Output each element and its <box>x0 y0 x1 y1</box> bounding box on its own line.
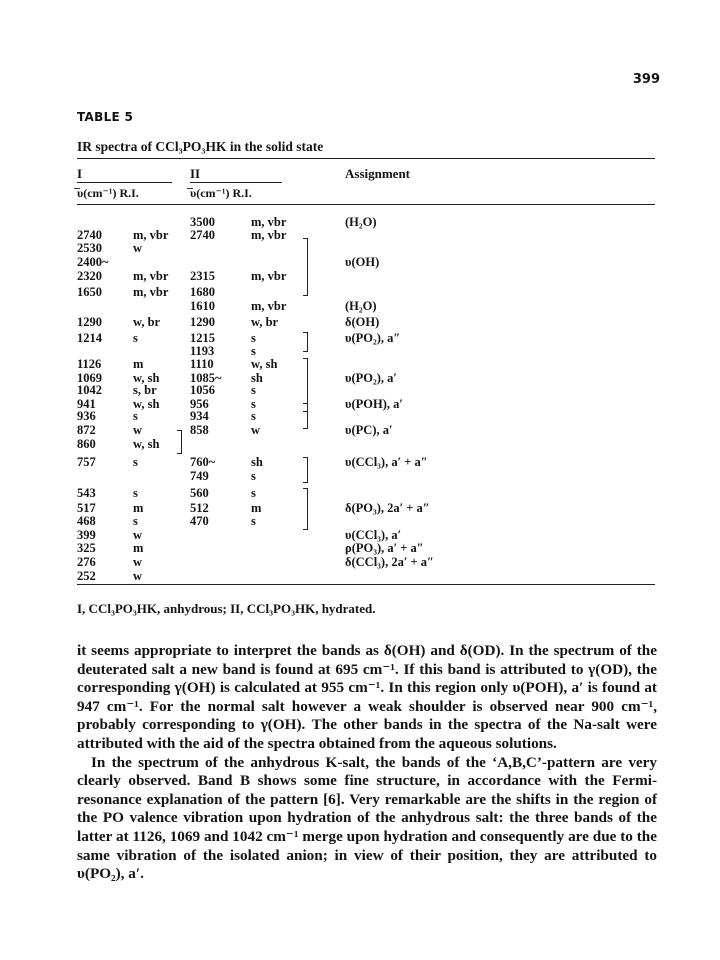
wavenumber-I-cell: 1042 <box>77 383 102 397</box>
table-header-rule <box>77 204 655 205</box>
bracket-POH <box>303 403 308 429</box>
wavenumber-II-cell: 512 <box>190 501 209 515</box>
wavenumber-II-cell: 1680 <box>190 285 215 299</box>
wavenumber-I-cell: 399 <box>77 528 96 542</box>
wavenumber-II-cell: 3500 <box>190 215 215 229</box>
wavenumber-II-cell: 934 <box>190 409 209 423</box>
intensity-I-cell: s, br <box>133 383 157 397</box>
intensity-II-cell: s <box>251 331 256 345</box>
table-bottom-rule <box>77 584 655 585</box>
wavenumber-II-cell: 1085~ <box>190 371 222 385</box>
bracket-OH <box>303 238 308 296</box>
intensity-I-cell: m, vbr <box>133 228 169 242</box>
assignment-cell: δ(PO₃), 2a′ + a″ <box>345 501 430 515</box>
intensity-II-cell: m, vbr <box>251 215 287 229</box>
intensity-I-cell: m, vbr <box>133 285 169 299</box>
wavenumber-I-cell: 276 <box>77 555 96 569</box>
header-I-rule <box>77 182 172 183</box>
intensity-I-cell: m, vbr <box>133 269 169 283</box>
table-caption: IR spectra of CCl₃PO₃HK in the solid state <box>77 139 324 154</box>
intensity-II-cell: s <box>251 344 256 358</box>
intensity-I-cell: s <box>133 486 138 500</box>
wavenumber-I-cell: 2530 <box>77 241 102 255</box>
paragraph-2: In the spectrum of the anhydrous K-salt, the bands of the ‘A,B,C’-pattern are very clearly observed. Band B shows some fine structure, in accordance with the Fermi-resonance explanation of the pattern [6]. Very remarkable are the shifts in the region of the PO valence vibration upon hydration of the anhydrous salt: the three bands of the latter at 1126, 1069 and 1042 cm⁻¹ merge upon hydration and consequently are due to the same vibration of the isolated anion; in view of their position, they are attributed to υ(PO₂), a′. <box>77 753 657 883</box>
header-II-rule <box>190 182 282 183</box>
assignment-cell: υ(CCl₃), a′ <box>345 528 402 542</box>
intensity-II-cell: w, sh <box>251 357 278 371</box>
wavenumber-II-cell: 749 <box>190 469 209 483</box>
wavenumber-II-cell: 1610 <box>190 299 215 313</box>
assignment-cell: υ(OH) <box>345 255 380 269</box>
assignment-cell: υ(PC), a′ <box>345 423 393 437</box>
assignment-cell: υ(CCl₃), a′ + a″ <box>345 455 428 469</box>
body-text <box>77 642 657 884</box>
bracket-PC <box>177 430 182 454</box>
intensity-II-cell: s <box>251 514 256 528</box>
intensity-I-cell: m <box>133 501 144 515</box>
assignment-cell: (H₂O) <box>345 215 377 229</box>
wavenumber-I-cell: 1214 <box>77 331 102 345</box>
intensity-II-cell: m <box>251 501 262 515</box>
intensity-I-cell: w, sh <box>133 371 160 385</box>
intensity-I-cell: m <box>133 357 144 371</box>
assignment-cell: υ(PO₂), a″ <box>345 331 401 345</box>
wavenumber-II-cell: 1215 <box>190 331 215 345</box>
assignment-cell: υ(POH), a′ <box>345 397 403 411</box>
wavenumber-II-cell: 2740 <box>190 228 215 242</box>
wavenumber-II-cell: 1290 <box>190 315 215 329</box>
intensity-I-cell: s <box>133 331 138 345</box>
wavenumber-II-cell: 858 <box>190 423 209 437</box>
subheader-II: ̅υ(cm⁻¹) R.I. <box>190 186 252 200</box>
wavenumber-I-cell: 517 <box>77 501 96 515</box>
wavenumber-I-cell: 468 <box>77 514 96 528</box>
wavenumber-II-cell: 956 <box>190 397 209 411</box>
wavenumber-II-cell: 1193 <box>190 344 215 358</box>
paragraph-1: it seems appropriate to interpret the bands as δ(OH) and δ(OD). In the spectrum of the deuterated salt a new band is found at 695 cm⁻¹. If this band is attributed to γ(OD), the corresponding γ(OH) is calculated at 955 cm⁻¹. In this region only υ(POH), a′ is found at 947 cm⁻¹. For the normal salt however a weak shoulder is observed near 900 cm⁻¹, probably corresponding to γ(OH). The other bands in the spectra of the Na-salt were attributed with the aid of the spectra obtained from the aqueous solutions. <box>77 642 657 752</box>
intensity-I-cell: w <box>133 423 143 437</box>
assignment-cell: δ(OH) <box>345 315 380 329</box>
wavenumber-II-cell: 2315 <box>190 269 215 283</box>
intensity-I-cell: w, sh <box>133 397 160 411</box>
intensity-II-cell: w <box>251 423 261 437</box>
table-label: TABLE 5 <box>77 110 134 124</box>
wavenumber-I-cell: 2740 <box>77 228 102 242</box>
bracket-PO2-a2 <box>303 332 308 352</box>
intensity-I-cell: s <box>133 455 138 469</box>
wavenumber-I-cell: 936 <box>77 409 96 423</box>
intensity-II-cell: s <box>251 383 256 397</box>
header-assignment: Assignment <box>345 166 411 181</box>
wavenumber-I-cell: 1126 <box>77 357 102 371</box>
wavenumber-II-cell: 560 <box>190 486 209 500</box>
intensity-II-cell: sh <box>251 371 263 385</box>
wavenumber-I-cell: 872 <box>77 423 96 437</box>
intensity-I-cell: s <box>133 409 138 423</box>
intensity-II-cell: s <box>251 469 256 483</box>
intensity-I-cell: w <box>133 241 143 255</box>
wavenumber-II-cell: 1110 <box>190 357 214 371</box>
intensity-I-cell: w, sh <box>133 437 160 451</box>
bracket-CCl3 <box>303 457 308 483</box>
intensity-II-cell: s <box>251 409 256 423</box>
intensity-I-cell: w <box>133 569 143 583</box>
assignment-cell: δ(CCl₃), 2a′ + a″ <box>345 555 434 569</box>
intensity-I-cell: w <box>133 528 143 542</box>
wavenumber-II-cell: 1056 <box>190 383 215 397</box>
intensity-I-cell: s <box>133 514 138 528</box>
intensity-II-cell: s <box>251 397 256 411</box>
assignment-cell: ρ(PO₃), a′ + a″ <box>345 541 424 555</box>
wavenumber-II-cell: 470 <box>190 514 209 528</box>
table-body <box>77 212 655 584</box>
intensity-II-cell: s <box>251 486 256 500</box>
table-footnote: I, CCl₃PO₃HK, anhydrous; II, CCl₃PO₃HK, hydrated. <box>77 601 376 616</box>
bracket-PO3 <box>303 488 308 530</box>
wavenumber-I-cell: 2320 <box>77 269 102 283</box>
wavenumber-I-cell: 1650 <box>77 285 102 299</box>
intensity-I-cell: m <box>133 541 144 555</box>
intensity-II-cell: m, vbr <box>251 228 287 242</box>
wavenumber-II-cell: 760~ <box>190 455 216 469</box>
wavenumber-I-cell: 325 <box>77 541 96 555</box>
header-group-I: I <box>77 166 83 181</box>
wavenumber-I-cell: 757 <box>77 455 96 469</box>
intensity-II-cell: m, vbr <box>251 269 287 283</box>
wavenumber-I-cell: 543 <box>77 486 96 500</box>
wavenumber-I-cell: 1069 <box>77 371 102 385</box>
subheader-I: ̅υ(cm⁻¹) R.I. <box>77 186 139 200</box>
assignment-cell: (H₂O) <box>345 299 377 313</box>
intensity-II-cell: m, vbr <box>251 299 287 313</box>
wavenumber-I-cell: 1290 <box>77 315 102 329</box>
intensity-II-cell: w, br <box>251 315 279 329</box>
assignment-cell: υ(PO₂), a′ <box>345 371 397 385</box>
wavenumber-I-cell: 2400~ <box>77 255 109 269</box>
wavenumber-I-cell: 860 <box>77 437 96 451</box>
header-group-II: II <box>190 166 201 181</box>
intensity-I-cell: w, br <box>133 315 161 329</box>
page-number: 399 <box>632 72 660 87</box>
wavenumber-I-cell: 941 <box>77 397 96 411</box>
intensity-I-cell: w <box>133 555 143 569</box>
table-top-rule <box>77 158 655 159</box>
wavenumber-I-cell: 252 <box>77 569 96 583</box>
intensity-II-cell: sh <box>251 455 263 469</box>
